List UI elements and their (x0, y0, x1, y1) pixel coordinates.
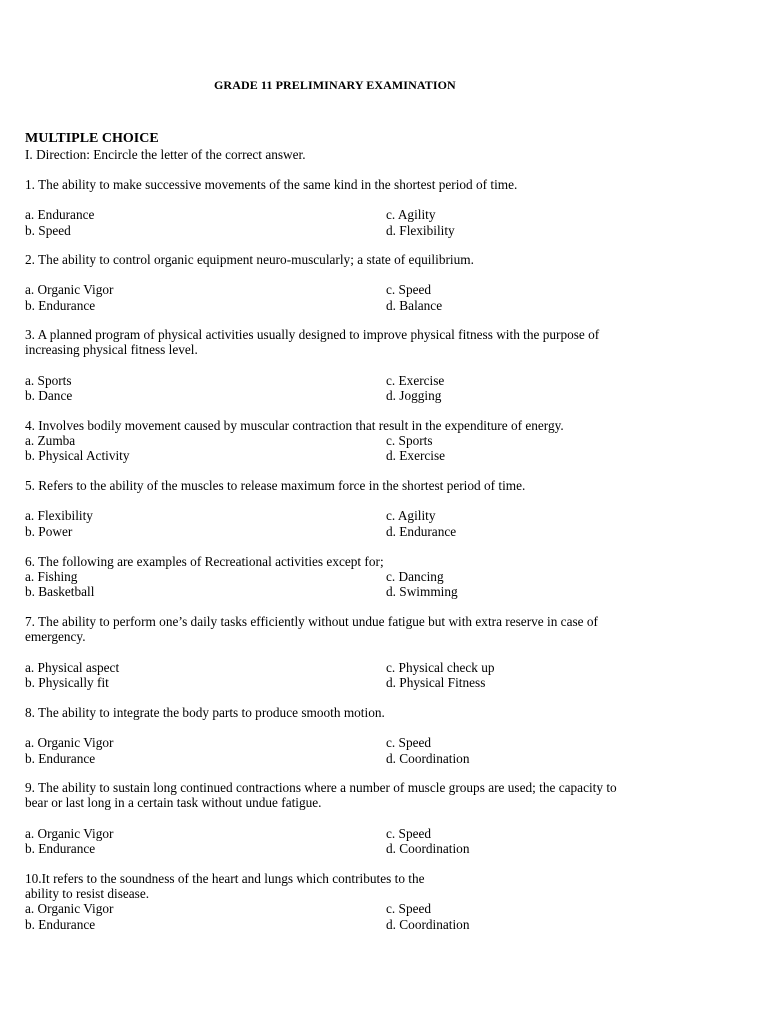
question-4 (25, 418, 665, 464)
question-1 (25, 177, 645, 238)
option-d: d. Coordination (386, 750, 470, 766)
question-7 (25, 614, 633, 690)
option-d: d. Endurance (386, 523, 457, 539)
question-3 (25, 327, 625, 403)
option-d: d. Flexibility (386, 222, 455, 238)
question-stem: 10.It refers to the soundness of the heart and lungs which contributes to the ability to resist disease. (25, 871, 425, 902)
option-b: b. Speed (25, 222, 71, 238)
options (25, 282, 645, 312)
option-d: d. Coordination (386, 916, 470, 932)
option-c: c. Agility (386, 508, 436, 524)
option-b: b. Endurance (25, 297, 96, 313)
option-d: d. Jogging (386, 387, 442, 403)
question-9 (25, 780, 631, 856)
option-b: b. Basketball (25, 584, 95, 600)
option-c: c. Speed (386, 825, 432, 841)
question-stem: 8. The ability to integrate the body parts to produce smooth motion. (25, 705, 385, 720)
option-b: b. Dance (25, 387, 73, 403)
option-b: b. Physically fit (25, 674, 109, 690)
option-d: d. Balance (386, 297, 443, 313)
option-b: b. Endurance (25, 840, 96, 856)
question-stem: 6. The following are examples of Recreational activities except for; (25, 554, 384, 569)
option-d: d. Coordination (386, 840, 470, 856)
option-d: d. Swimming (386, 584, 458, 600)
option-c: c. Speed (386, 282, 432, 298)
question-stem: 2. The ability to control organic equipment neuro-muscularly; a state of equilibrium. (25, 252, 474, 267)
option-a: a. Fishing (25, 569, 78, 585)
option-c: c. Speed (386, 735, 432, 751)
direction-text: I. Direction: Encircle the letter of the correct answer. (25, 147, 306, 162)
option-c: c. Sports (386, 433, 433, 449)
option-a: a. Physical aspect (25, 659, 120, 675)
option-c: c. Speed (386, 901, 432, 917)
options (25, 826, 631, 856)
option-d: d. Exercise (386, 448, 446, 464)
options (25, 660, 633, 690)
option-c: c. Dancing (386, 569, 444, 585)
option-c: c. Exercise (386, 372, 445, 388)
option-b: b. Power (25, 523, 73, 539)
options (25, 433, 665, 463)
option-a: a. Organic Vigor (25, 825, 114, 841)
section-heading: MULTIPLE CHOICE (25, 131, 159, 146)
question-stem: 3. A planned program of physical activities usually designed to improve physical fitness with the purpose of increasing physical fitness level. (25, 327, 600, 358)
question-stem: 7. The ability to perform one’s daily tasks efficiently without undue fatigue but with extra reserve in case of emergency. (25, 614, 598, 645)
option-b: b. Physical Activity (25, 448, 130, 464)
option-a: a. Endurance (25, 207, 95, 223)
options (25, 508, 645, 538)
question-stem: 4. Involves bodily movement caused by muscular contraction that result in the expenditure of energy. (25, 418, 564, 433)
option-c: c. Agility (386, 207, 436, 223)
options (25, 901, 645, 931)
question-stem: 1. The ability to make successive movements of the same kind in the shortest period of time. (25, 177, 518, 192)
option-a: a. Sports (25, 372, 72, 388)
options (25, 569, 645, 599)
option-c: c. Physical check up (386, 659, 495, 675)
question-5 (25, 478, 645, 539)
option-a: a. Organic Vigor (25, 282, 114, 298)
options (25, 735, 645, 765)
exam-title: GRADE 11 PRELIMINARY EXAMINATION (214, 78, 456, 92)
option-a: a. Organic Vigor (25, 735, 114, 751)
options (25, 373, 625, 403)
options (25, 207, 645, 237)
question-8 (25, 705, 645, 766)
question-2 (25, 252, 645, 313)
option-a: a. Zumba (25, 433, 76, 449)
question-6 (25, 554, 645, 600)
question-stem: 9. The ability to sustain long continued contractions where a number of muscle groups are used; the capacity to bear or last long in a certain task without undue fatigue. (25, 780, 617, 811)
option-d: d. Physical Fitness (386, 674, 486, 690)
option-a: a. Organic Vigor (25, 901, 114, 917)
option-a: a. Flexibility (25, 508, 93, 524)
option-b: b. Endurance (25, 916, 96, 932)
option-b: b. Endurance (25, 750, 96, 766)
question-stem: 5. Refers to the ability of the muscles to release maximum force in the shortest period of time. (25, 478, 526, 493)
question-10 (25, 871, 470, 932)
